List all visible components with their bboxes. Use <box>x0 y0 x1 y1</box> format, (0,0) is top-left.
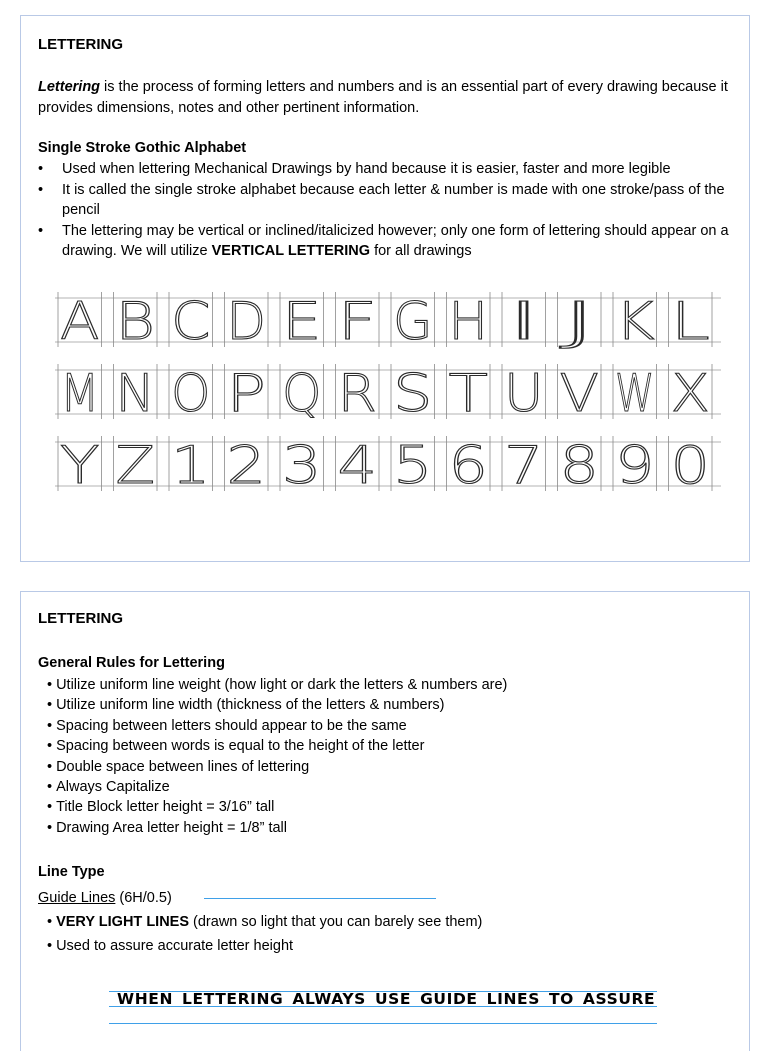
alphabet-glyph: A <box>60 292 100 352</box>
rules-title: General Rules for Lettering <box>38 655 225 671</box>
intro-text: is the process of forming letters and numbers and is an essential part of every drawing because it provides dimensions, notes and other pertinent information. <box>38 79 728 116</box>
list-item: • Used when lettering Mechanical Drawings by hand because it is easier, faster and more legible <box>38 159 733 180</box>
alphabet-glyph: V <box>559 364 599 424</box>
alphabet-glyph: G <box>393 292 433 352</box>
rule-item: • Always Capitalize <box>47 779 170 796</box>
alphabet-glyph: X <box>670 364 710 424</box>
alphabet-glyph: N <box>115 364 155 424</box>
rule-item: • Utilize uniform line width (thickness of the letters & numbers) <box>47 697 445 714</box>
alphabet-glyph: D <box>226 292 266 352</box>
alphabet-glyph: R <box>337 364 377 424</box>
bullet-mark: • <box>38 161 44 177</box>
alphabet-glyph: J <box>559 292 599 352</box>
alphabet-glyph: K <box>615 292 655 352</box>
lettering-card-2 <box>20 591 750 1051</box>
guide-bullets <box>47 912 482 957</box>
intro-paragraph <box>38 77 728 118</box>
alphabet-glyph: H <box>448 292 488 352</box>
bullet-mark: • <box>38 181 44 198</box>
alphabet-glyph: B <box>115 292 155 352</box>
alphabet-glyph: 8 <box>559 436 599 496</box>
list-item: • Used to assure accurate letter height <box>47 938 294 955</box>
line-type-title: Line Type <box>38 864 105 880</box>
alphabet-glyph: E <box>282 292 322 352</box>
alphabet-glyph: S <box>393 364 433 424</box>
alphabet-subtitle: Single Stroke Gothic Alphabet <box>38 140 247 156</box>
card2-title: LETTERING <box>38 610 123 627</box>
rule-item: • Spacing between letters should appear to be the same <box>47 717 407 734</box>
alphabet-glyph: 9 <box>615 436 655 496</box>
lettering-card-1 <box>20 15 750 562</box>
rule-item: • Spacing between words is equal to the height of the letter <box>47 738 425 755</box>
list-item: • The lettering may be vertical or inclined/italicized however; only one form of lettering should appear on a drawing. We will utilize VERTICAL LETTERING for all drawings <box>38 222 729 259</box>
rule-item: • Title Block letter height = 3/16” tall <box>47 799 275 816</box>
alphabet-glyph: 6 <box>448 436 488 496</box>
bullet-mark: • <box>38 222 44 239</box>
rules-list <box>47 675 507 838</box>
alphabet-glyph: 4 <box>337 436 377 496</box>
alphabet-glyph: L <box>670 292 710 352</box>
alphabet-glyph: F <box>337 292 377 352</box>
list-item: • VERY LIGHT LINES (drawn so light that you can barely see them) <box>47 914 483 930</box>
alphabet-glyph: Z <box>115 436 155 496</box>
guide-lines-label: Guide Lines <box>38 890 116 906</box>
alphabet-glyph: U <box>504 364 544 424</box>
list-item: • It is called the single stroke alphabet because each letter & number is made with one stroke/pass of the pencil <box>38 181 725 218</box>
intro-term: Lettering <box>38 79 101 95</box>
alphabet-glyph: Q <box>282 364 322 424</box>
alphabet-glyph: I <box>504 292 544 352</box>
alphabet-glyph: 1 <box>171 436 211 496</box>
alphabet-glyph: 3 <box>282 436 322 496</box>
gothic-alphabet-grid <box>55 288 721 508</box>
alphabet-glyph: P <box>226 364 266 424</box>
alphabet-glyph: O <box>171 364 211 424</box>
rule-item: • Double space between lines of lettering <box>47 758 310 775</box>
rule-item: • Utilize uniform line weight (how light or dark the letters & numbers are) <box>47 677 508 693</box>
alphabet-glyph: W <box>615 364 655 424</box>
alphabet-glyph: 0 <box>670 436 710 496</box>
guide-lines-spec: (6H/0.5) <box>115 890 172 906</box>
alphabet-glyph: 2 <box>226 436 266 496</box>
guide-line-sample <box>204 898 436 899</box>
alphabet-glyph: Y <box>60 436 100 496</box>
alphabet-glyph: 5 <box>393 436 433 496</box>
alphabet-glyph: C <box>171 292 211 352</box>
alphabet-glyph: 7 <box>504 436 544 496</box>
card1-title: LETTERING <box>38 36 123 53</box>
alphabet-glyph: T <box>448 364 488 424</box>
alphabet-glyph: M <box>60 364 100 424</box>
callout-text: WHEN LETTERING ALWAYS USE GUIDE LINES TO ASSURE <box>117 990 656 1008</box>
guide-lines-callout <box>109 990 657 1010</box>
alphabet-bullets <box>38 159 733 262</box>
rule-item: • Drawing Area letter height = 1/8” tall <box>47 819 287 836</box>
